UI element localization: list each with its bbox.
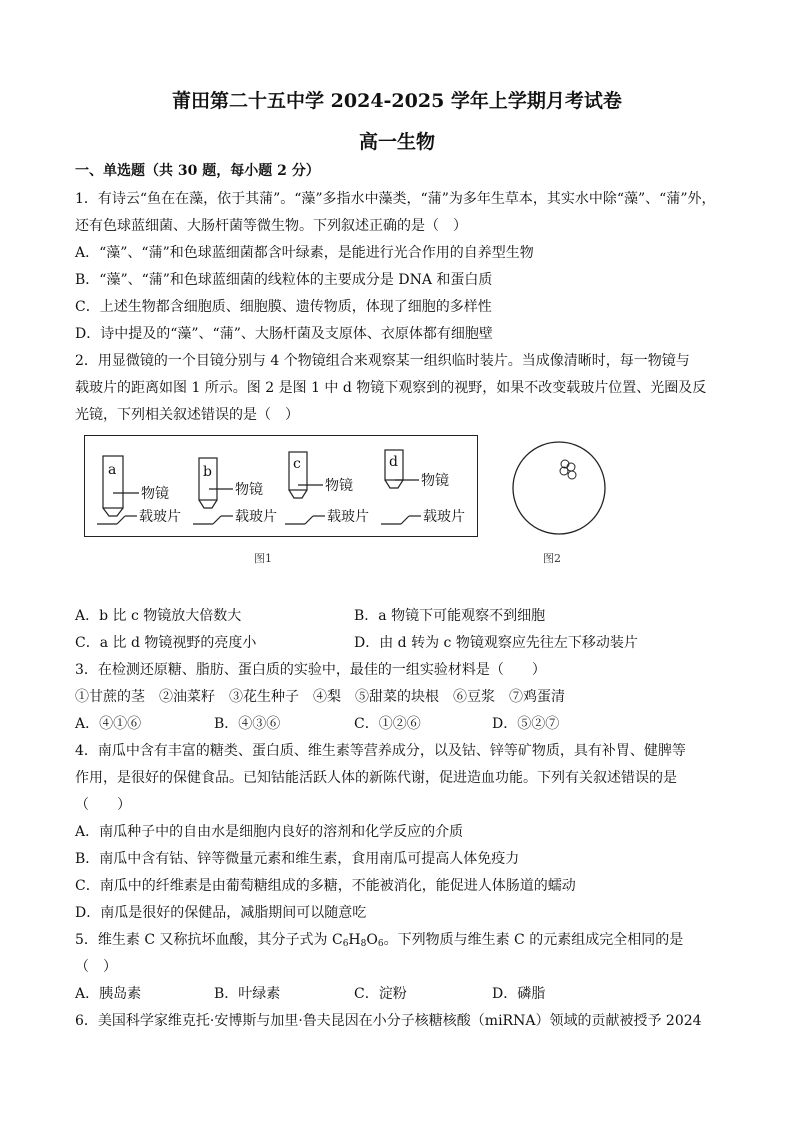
slide-label-a: 载玻片	[139, 509, 181, 525]
q3-stem: 3．在检测还原糖、脂肪、蛋白质的实验中，最佳的一组实验材料是（ ）	[75, 662, 546, 678]
formula-o: O	[366, 932, 378, 948]
q5-option-d: D．磷脂	[492, 986, 546, 1002]
q4-option-d: D．南瓜是很好的保健品，减脂期间可以随意吃	[75, 905, 367, 921]
objective-lens-diagram	[85, 436, 477, 536]
section-heading: 一、单选题（共 30 题，每小题 2 分）	[75, 163, 320, 179]
q1-option-c: C．上述生物都含细胞质、细胞膜、遗传物质，体现了细胞的多样性	[75, 299, 492, 315]
objective-letter-b: b	[203, 464, 212, 480]
objective-label-a: 物镜	[141, 486, 169, 502]
cell-4	[568, 471, 576, 479]
q4-option-b: B．南瓜中含有钴、锌等微量元素和维生素，食用南瓜可提高人体免疫力	[75, 851, 520, 867]
q4-stem-line2: 作用，是很好的保健食品。已知钴能活跃人体的新陈代谢，促进造血功能。下列有关叙述错误的是	[75, 770, 677, 786]
objective-label-d: 物镜	[421, 473, 449, 489]
subject-title: 高一生物	[358, 131, 435, 153]
q5-option-b: B．叶绿素	[214, 986, 281, 1002]
objective-letter-a: a	[108, 462, 117, 478]
q2-option-d: D．由 d 转为 c 物镜观察应先往左下移动装片	[354, 635, 638, 651]
q5-stem-line2: （ ）	[75, 959, 117, 975]
figure-1-objectives	[84, 435, 478, 537]
q4-stem-line1: 4．南瓜中含有丰富的糖类、蛋白质、维生素等营养成分，以及钴、锌等矿物质，具有补胃、健脾等	[75, 743, 686, 759]
q3-option-a: A．④①⑥	[75, 716, 142, 732]
q2-option-a: A．b 比 c 物镜放大倍数大	[75, 608, 242, 624]
objective-b-tip	[199, 500, 217, 508]
exam-title: 莆田第二十五中学 2024-2025 学年上学期月考试卷	[172, 90, 622, 112]
q2-stem-line1: 2．用显微镜的一个目镜分别与 4 个物镜组合来观察某一组织临时装片。当成像清晰时，每一物镜与	[75, 353, 690, 369]
q1-stem-line2: 还有色球蓝细菌、大肠杆菌等微生物。下列叙述正确的是（ ）	[75, 218, 467, 234]
objective-label-c: 物镜	[325, 478, 353, 494]
q3-option-d: D．⑤②⑦	[492, 716, 560, 732]
q5-stem-part1: 5．维生素 C 又称抗坏血酸，其分子式为 C	[75, 932, 343, 948]
objective-letter-c: c	[293, 456, 301, 472]
q1-option-a: A．“藻”、“蒲”和色球蓝细菌都含叶绿素，是能进行光合作用的自养型生物	[75, 245, 534, 261]
q5-stem-part2: 。下列物质与维生素 C 的元素组成完全相同的是	[383, 932, 684, 948]
q4-option-a: A．南瓜种子中的自由水是细胞内良好的溶剂和化学反应的介质	[75, 824, 464, 840]
slide-label-d: 载玻片	[423, 509, 465, 525]
q3-option-b: B．④③⑥	[214, 716, 281, 732]
q1-stem-line1: 1．有诗云“鱼在在藻，依于其蒲”。“藻”多指水中藻类，“蒲”为多年生草本，其实水中除“藻”、“蒲”外，	[75, 191, 716, 207]
q5-option-a: A．胰岛素	[75, 986, 142, 1002]
q2-stem-line3: 光镜，下列相关叙述错误的是（ ）	[75, 407, 299, 423]
objective-label-b: 物镜	[235, 482, 263, 498]
objective-c-tip	[289, 490, 307, 498]
q4-stem-line3: （ ）	[75, 797, 131, 813]
q2-option-c: C．a 比 d 物镜视野的亮度小	[75, 635, 257, 651]
q1-option-d: D．诗中提及的“藻”、“蒲”、大肠杆菌及支原体、衣原体都有细胞壁	[75, 326, 493, 342]
formula-h: H	[348, 932, 361, 948]
figure-1-caption: 图1	[254, 552, 272, 565]
q3-option-c: C．①②⑥	[354, 716, 421, 732]
formula-sub-h: 8	[360, 939, 367, 949]
formula-sub-c: 6	[342, 939, 349, 949]
objective-letter-d: d	[389, 454, 398, 470]
q4-option-c: C．南瓜中的纤维素是由葡萄糖组成的多糖，不能被消化，能促进人体肠道的蠕动	[75, 878, 576, 894]
q6-stem-line1: 6．美国科学家维克托·安博斯与加里·鲁夫昆因在小分子核糖核酸（miRNA）领域的贡献被授予 2024	[75, 1013, 702, 1029]
formula-sub-o: 6	[377, 939, 384, 949]
slide-label-c: 载玻片	[327, 509, 369, 525]
slide-a-leader	[117, 516, 125, 524]
figure-2-caption: 图2	[543, 552, 561, 565]
slide-label-b: 载玻片	[235, 509, 277, 525]
view-field-circle	[513, 442, 605, 534]
objective-d-tip	[385, 480, 403, 488]
q3-materials: ①甘蔗的茎 ②油菜籽 ③花生种子 ④梨 ⑤甜菜的块根 ⑥豆浆 ⑦鸡蛋清	[75, 689, 565, 705]
figure-2-field-of-view	[509, 438, 609, 538]
q5-stem-line1	[75, 930, 683, 954]
q2-option-b: B．a 物镜下可能观察不到细胞	[354, 608, 546, 624]
objective-a-tip	[103, 508, 123, 516]
q5-option-c: C．淀粉	[354, 986, 407, 1002]
q2-stem-line2: 载玻片的距离如图 1 所示。图 2 是图 1 中 d 物镜下观察到的视野，如果不改变载玻片位置、光圈及反	[75, 380, 707, 396]
q1-option-b: B．“藻”、“蒲”和色球蓝细菌的线粒体的主要成分是 DNA 和蛋白质	[75, 272, 493, 288]
